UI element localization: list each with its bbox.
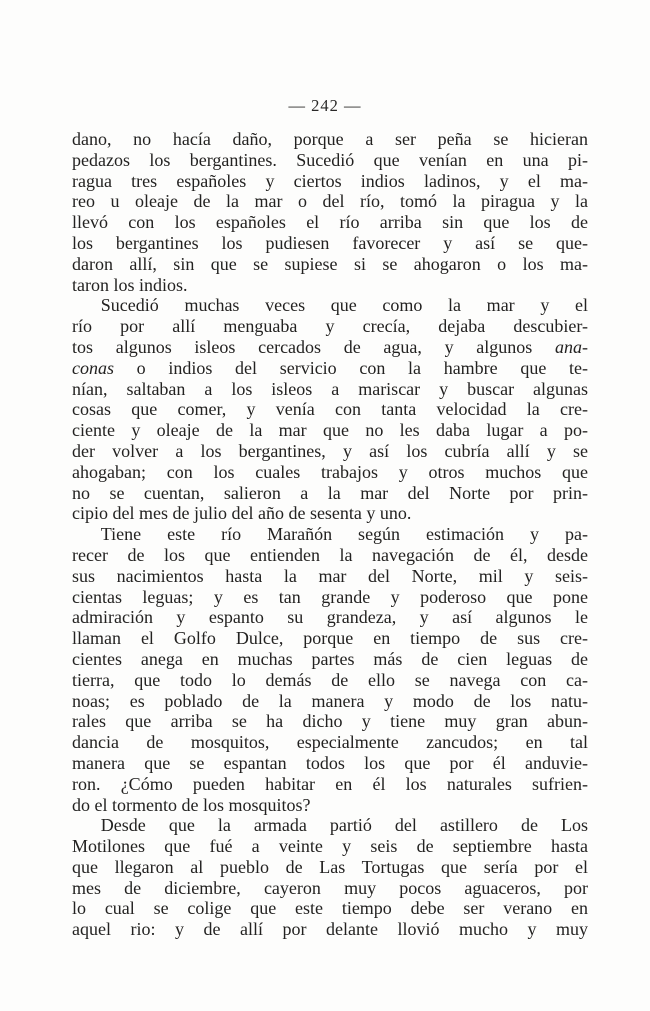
text-line: manera que se espantan todos los que por él anduvie- (72, 752, 588, 773)
text-line: aquel rio: y de allí por delante llovió mucho y muy (72, 919, 588, 940)
text-line: nían, saltaban a los isleos a mariscar y buscar algunas (72, 378, 588, 399)
text-line: admiración y espanto su grandeza, y así algunos le (72, 607, 588, 628)
text-line: ciente y oleaje de la mar que no les daba lugar a po- (72, 420, 588, 441)
text-line: dancia de mosquitos, especialmente zancudos; en tal (72, 732, 588, 753)
paragraph (72, 295, 588, 524)
text-line: sus nacimientos hasta la mar del Norte, mil y seis- (72, 565, 588, 586)
text-line: rales que arriba se ha dicho y tiene muy gran abun- (72, 711, 588, 732)
text-line: río por allí menguaba y crecía, dejaba descubier- (72, 316, 588, 337)
page-text (0, 129, 650, 940)
text-line: taron los indios. (72, 274, 188, 295)
paragraph (72, 524, 588, 815)
text-line: lo cual se colige que este tiempo debe ser verano en (72, 898, 588, 919)
text-line: ron. ¿Cómo pueden habitar en él los naturales sufrien- (72, 773, 588, 794)
text-line: cientes anega en muchas partes más de cien leguas de (72, 648, 588, 669)
text-line: do el tormento de los mosquitos? (72, 794, 311, 815)
text-line: Motilones que fué a veinte y seis de septiembre hasta (72, 836, 588, 857)
italic-text-segment: ana- (555, 336, 588, 357)
text-line: no se cuentan, salieron a la mar del Norte por prin- (72, 482, 588, 503)
text-line: noas; es poblado de la manera y modo de los natu- (72, 690, 588, 711)
text-line: der volver a los bergantines, y así los cubría allí y se (72, 440, 588, 461)
text-line: ragua tres españoles y ciertos indios ladinos, y el ma- (72, 170, 588, 191)
italic-text-segment: conas (72, 357, 114, 378)
text-line: Desde que la armada partió del astillero de Los (100, 815, 588, 836)
page-number: — 242 — (288, 96, 362, 115)
text-line: cosas que comer, y venía con tanta velocidad la cre- (72, 399, 588, 420)
text-segment: tos algunos isleos cercados de agua, y algunos (72, 336, 555, 357)
text-line: mes de diciembre, cayeron muy pocos aguaceros, por (72, 877, 588, 898)
text-line: llaman el Golfo Dulce, porque en tiempo de sus cre- (72, 628, 588, 649)
text-line: Sucedió muchas veces que como la mar y el (100, 295, 588, 316)
text-line: cipio del mes de julio del año de sesenta y uno. (72, 503, 412, 524)
text-line: dano, no hacía daño, porque a ser peña se hicieran (72, 129, 588, 149)
text-line (72, 358, 588, 379)
paragraph (72, 129, 588, 295)
text-line: daron allí, sin que se supiese si se ahogaron o los ma- (72, 253, 588, 274)
text-line: llevó con los españoles el río arriba sin que los de (72, 212, 588, 233)
text-segment: o indios del servicio con la hambre que te- (114, 357, 588, 378)
text-line: tierra, que todo lo demás de ello se navega con ca- (72, 669, 588, 690)
text-line (72, 337, 588, 358)
text-line: que llegaron al pueblo de Las Tortugas que sería por el (72, 856, 588, 877)
text-line: pedazos los bergantines. Sucedió que venían en una pi- (72, 149, 588, 170)
text-line: Tiene este río Marañón según estimación y pa- (100, 524, 588, 545)
text-line: reo u oleaje de la mar o del río, tomó la piragua y la (72, 191, 588, 212)
text-line: recer de los que entienden la navegación de él, desde (72, 544, 588, 565)
text-line: cientas leguas; y es tan grande y poderoso que pone (72, 586, 588, 607)
paragraph (72, 815, 588, 940)
text-line: ahogaban; con los cuales trabajos y otros muchos que (72, 461, 588, 482)
text-line: los bergantines los pudiesen favorecer y así se que- (72, 232, 588, 253)
